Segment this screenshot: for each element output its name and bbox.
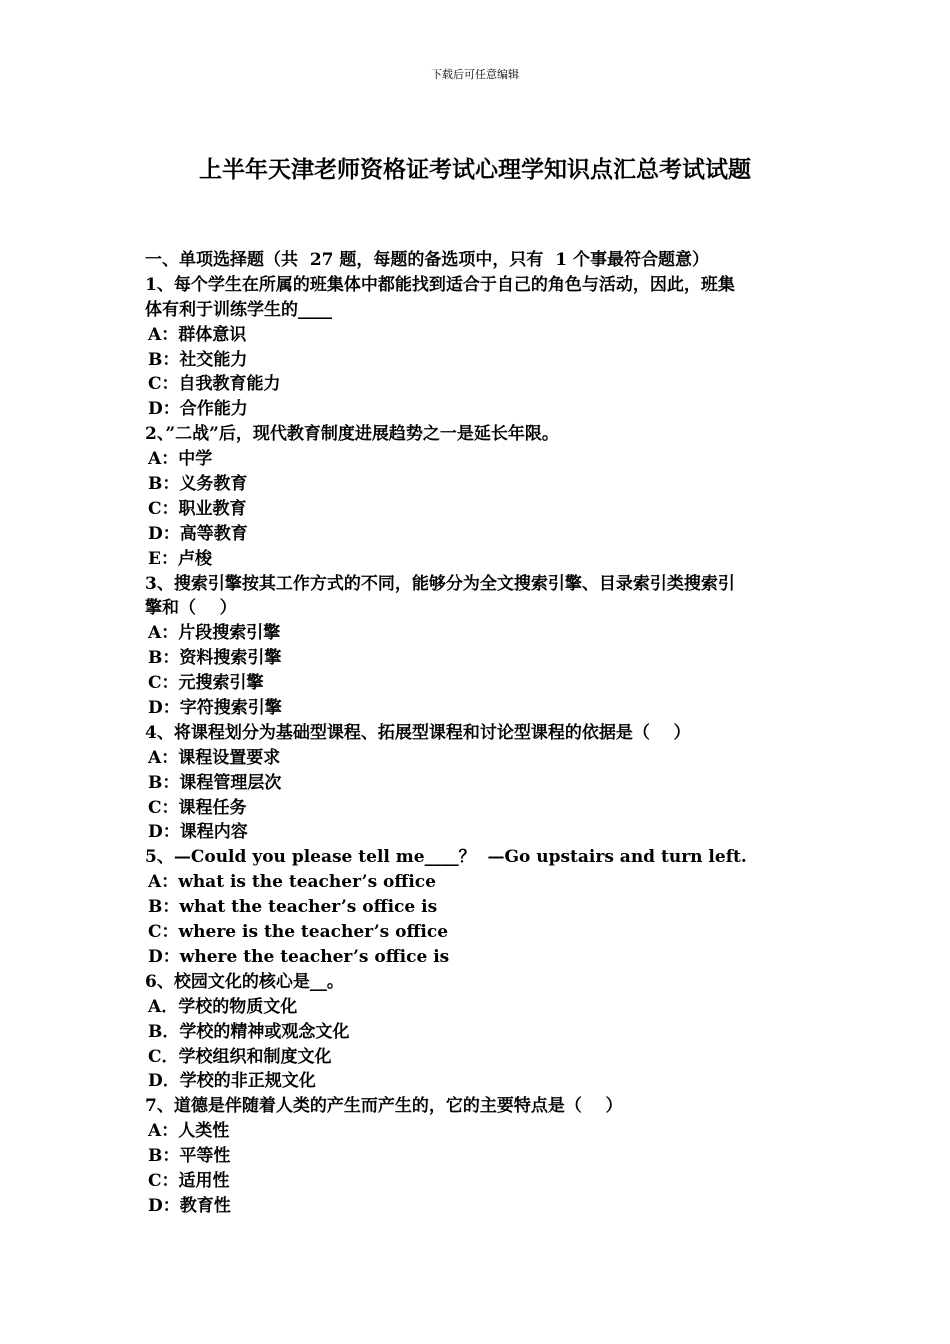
answer-option: C：适用性 xyxy=(148,1170,230,1191)
question-text: 4、将课程划分为基础型课程、拓展型课程和讨论型课程的依据是（ ） xyxy=(145,722,691,743)
question-text: 5、—Could you please tell me____？ —Go upstairs and turn left. xyxy=(145,847,747,868)
answer-option: B：社交能力 xyxy=(148,349,248,370)
answer-option: B：课程管理层次 xyxy=(148,772,282,793)
answer-option: C．学校组织和制度文化 xyxy=(148,1046,332,1067)
answer-option: A：课程设置要求 xyxy=(148,747,281,768)
answer-option: A：群体意识 xyxy=(148,324,247,345)
answer-option: A：人类性 xyxy=(148,1121,230,1142)
answer-option: A：片段搜索引擎 xyxy=(148,623,281,644)
answer-option: C：职业教育 xyxy=(148,498,247,519)
answer-option: D．学校的非正规文化 xyxy=(148,1071,316,1092)
answer-option: D：教育性 xyxy=(148,1195,231,1216)
answer-option: B：平等性 xyxy=(148,1146,231,1167)
question-text: 7、道德是伴随着人类的产生而产生的，它的主要特点是（ ） xyxy=(145,1096,623,1117)
section-heading: 一、单项选择题（共 27 题，每题的备选项中，只有 1 个事最符合题意） xyxy=(145,250,709,270)
answer-option: B：义务教育 xyxy=(148,474,248,495)
answer-option: C：课程任务 xyxy=(148,797,247,818)
answer-option: B：what the teacher’s office is xyxy=(148,897,438,918)
document-body xyxy=(145,248,813,1219)
header-note: 下载后可任意编辑 xyxy=(431,68,519,81)
answer-option: B：资料搜索引擎 xyxy=(148,648,282,669)
answer-option: A：中学 xyxy=(148,449,213,470)
question-text: 体有利于训练学生的____ xyxy=(145,299,332,320)
question-text: 1、每个学生在所属的班集体中都能找到适合于自己的角色与活动，因此，班集 xyxy=(145,274,735,295)
answer-option: D：合作能力 xyxy=(148,399,248,420)
answer-option: D：高等教育 xyxy=(148,523,248,544)
answer-option: E：卢梭 xyxy=(148,548,212,569)
answer-option: C：where is the teacher’s office xyxy=(148,922,449,943)
answer-option: A：what is the teacher’s office xyxy=(148,872,436,893)
answer-option: C：自我教育能力 xyxy=(148,374,281,395)
answer-option: A．学校的物质文化 xyxy=(148,996,298,1017)
question-text: 擎和（ ） xyxy=(145,598,237,619)
answer-option: B．学校的精神或观念文化 xyxy=(148,1021,350,1042)
question-text: 2、”二战”后，现代教育制度进展趋势之一是延长年限。 xyxy=(145,424,559,445)
answer-option: D：where the teacher’s office is xyxy=(148,946,450,967)
document-title: 上半年天津老师资格证考试心理学知识点汇总考试试题 xyxy=(199,156,751,183)
question-text: 3、搜索引擎按其工作方式的不同，能够分为全文搜索引擎、目录索引类搜索引 xyxy=(145,573,735,594)
answer-option: D：字符搜索引擎 xyxy=(148,698,282,719)
answer-option: D：课程内容 xyxy=(148,822,248,843)
answer-option: C：元搜索引擎 xyxy=(148,673,264,694)
question-text: 6、校园文化的核心是__。 xyxy=(145,971,344,992)
